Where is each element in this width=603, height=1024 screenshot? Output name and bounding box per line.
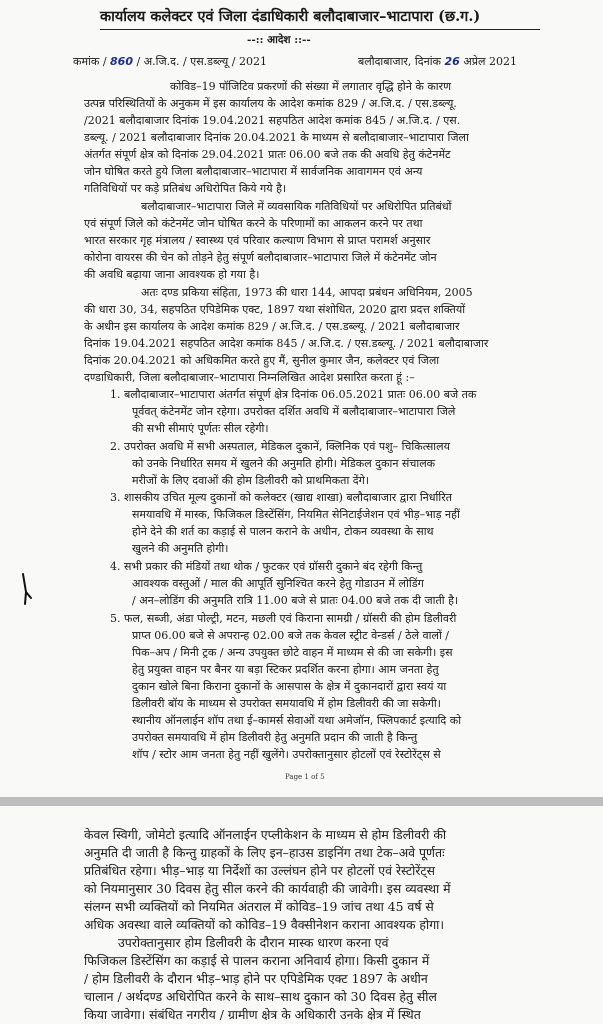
ref-prefix: कमांक / [73,55,107,68]
body-line: प्रतिबंधित रहेगा। भीड़–भाड़ या निर्देशों का उल्लंघन होने पर होटलों एवं रेस्टोरेंट्स [84,863,436,878]
list-item-line: शॉप / स्टोर आम जनता हेतु नहीं खुलेंगे। उपरोक्तानुसार होटलों एवं रेस्टोरेंट्स से [132,748,441,761]
list-item-line: / अन–लोडिंग की अनुमति रात्रि 11.00 बजे से प्रातः 04.00 बजे तक दी जाती है। [132,594,459,607]
list-item-line: 3. शासकीय उचित मूल्य दुकानों को कलेक्टर (खाद्य शाखा) बलौदाबाजार द्वारा निर्धारित [110,491,453,504]
list-item-line: होने देने की शर्त का कड़ाई से पालन कराने के अधीन, टोकन व्यवस्था के साथ [132,525,434,538]
list-item-line: को उनके निर्धारित समय में खुलने की अनुमति होगी। मेडिकल दुकान संचालक [132,457,436,470]
body-line: बलौदाबाजार–भाटापारा जिले में व्यवसायिक गतिविधियों पर अधिरोपित प्रतिबंधों [141,200,452,213]
list-item-line: 4. सभी प्रकार की मंडियों तथा थोक / फुटकर एवं ग्रॉसरी दुकाने बंद रहेगी किन्तु [110,560,423,573]
list-item-line: समयावधि में मास्क, फिजिकल डिस्टेंसिंग, नियमित सेनिटाईजेशन एवं भीड़–भाड़ नहीं [132,508,460,521]
body-line: की धारा 30, 34, सहपठित एपिडेमिक एक्ट, 1897 यथा संशोधित, 2020 द्वारा प्रदत्त शक्तियों [84,303,466,316]
date-suffix: अप्रेल 2021 [463,55,517,68]
list-item-line: डिलीवरी बॉय के माध्यम से उपरोक्त समयावधि में होम डिलीवरी की जा सकेगी। [132,697,441,710]
order-date [358,56,517,68]
body-line: दण्डाधिकारी, जिला बलौदाबाजार–भाटापारा निम्नलिखित आदेश प्रसारित करता हूं :– [84,371,415,384]
body-line: अतः दण्ड प्रकिया संहिता, 1973 की धारा 144, आपदा प्रबंधन अधिनियम, 2005 [141,286,473,299]
body-line: उपरोक्तानुसार होम डिलीवरी के दौरान मास्क धारण करना एवं [118,935,389,950]
list-item-line: 1. बलौदाबाजार–भाटापारा अंतर्गत संपूर्ण क्षेत्र दिनांक 06.05.2021 प्रातः 06.00 बजे तक [110,388,477,401]
body-line: संलग्न सभी व्यक्तियों को नियमित अंतराल में कोविड–19 जांच तथा 45 वर्ष से [84,899,434,914]
ref-number-handwritten: 860 [110,55,133,68]
body-line: कोविड–19 पॉजिटिव प्रकरणों की संख्या में लगातार वृद्धि होने के कारण [170,80,452,93]
body-line: के अधीन इस कार्यालय के आदेश कमांक 829 / अ.जि.द. / एस.डब्ल्यू. / 2021 बलौदाबाजार [84,320,460,333]
office-heading: कार्यालय कलेक्टर एवं जिला दंडाधिकारी बलौदाबाजार–भाटापारा (छ.ग.) [100,8,481,25]
list-item-line: मरीजों के लिए दवाओं की होम डिलीवरी को प्राथमिकता देंगे। [132,474,369,487]
body-line: फिजिकल डिस्टेंसिंग का कड़ाई से पालन कराना अनिवार्य होगा। किसी दुकान में [84,953,430,968]
date-prefix: बलौदाबाजार, दिनांक [358,55,442,68]
page-number: Page 1 of 5 [285,773,325,781]
list-item-line: प्राप्त 06.00 बजे से अपरान्ह 02.00 बजे तक केवल स्ट्रीट वेन्डर्स / ठेले वालों / [132,629,450,642]
list-item-line: खुलने की अनुमति होगी। [132,542,229,555]
body-line: किया जावेगा। संबंधित नगरीय / ग्रामीण क्षेत्र के अधिकारी उनके क्षेत्र में स्थित [84,1007,421,1022]
ref-suffix: / अ.जि.द. / एस.डब्ल्यू / 2021 [136,55,267,68]
list-item-line: दुकान खोले बिना किराना दुकानों के आसपास के क्षेत्र में दुकानदारों द्वारा स्वयं या [132,680,447,693]
list-item-line: उपरोक्त समयावधि में होम डिलीवरी हेतु अनुमति प्रदान की जाती है किन्तु [132,731,418,744]
reference-number [73,56,267,68]
body-line: जोन घोषित करते हुये जिला बलौदाबाजार–भाटापारा में सार्वजनिक आवागमन एवं अन्य [84,165,423,178]
date-day-handwritten: 26 [444,55,460,68]
document-page-2 [0,806,603,1024]
list-item-line: आवश्यक वस्तुओं / माल की आपूर्ति सुनिश्चित करने हेतु गोडाउन में लोडिंग [132,577,424,590]
body-line: अंतर्गत संपूर्ण क्षेत्र को दिनांक 29.04.2021 प्रातः 06.00 बजे तक की अवधि हेतु कंटेनमेंट [84,148,451,161]
body-line: चालान / अर्थदण्ड अधिरोपित करने के साथ–साथ दुकान को 30 दिवस हेतु सील [84,989,437,1004]
list-item-line: हेतु प्रयुक्त वाहन पर बैनर या बड़ा स्टिकर प्रदर्शित करना होगा। आम जनता हेतु [132,663,439,676]
body-line: केवल स्विगी, जोमेटो इत्यादि ऑनलाईन एप्लीकेशन के माध्यम से होम डिलीवरी की [84,827,447,842]
body-line: अनुमति दी जाती है किन्तु ग्राहकों के लिए इन–हाउस डाइनिंग तथा टेक–अवे पूर्णतः [84,845,445,860]
list-item-line: पूर्ववत् कंटेनमेंट जोन रहेगा। उपरोक्त दर्शित अवधि में बलौदाबाजार–भाटापारा जिले [132,405,456,418]
order-heading: --:: आदेश ::-- [247,34,311,46]
body-line: उत्पन्न परिस्थितियों के अनुकम में इस कार्यालय के आदेश कमांक 829 / अ.जि.द. / एस.डब्ल्यू. [84,97,457,110]
heading-underline [100,29,540,30]
list-item-line: पिक–अप / मिनी ट्रक / अन्य उपयुक्त छोटे वाहन में माध्यम से की जा सकेगी। इस [132,646,453,659]
list-item-line: 5. फल, सब्जी, अंडा पोल्ट्री, मटन, मछली एवं किराना सामग्री / ग्रॉसरी की होम डिलीवरी [110,612,457,625]
body-line: दिनांक 19.04.2021 सहपठित आदेश कमांक 845 / अ.जि.द. / एस.डब्ल्यू. / 2021 बलौदाबाजार [84,337,489,350]
body-line: /2021 बलौदाबाजार दिनांक 19.04.2021 सहपठित आदेश कमांक 845 / अ.जि.द. / एस. [84,114,461,127]
body-line: / होम डिलीवरी के दौरान भीड़–भाड़ होने पर एपिडेमिक एक्ट 1897 के अधीन [84,971,428,986]
handwritten-tick-mark [20,572,34,608]
body-line: की अवधि बढ़ाया जाना आवश्यक हो गया है। [84,268,260,281]
list-item-line: 2. उपरोक्त अवधि में सभी अस्पताल, मेडिकल दुकानें, क्लिनिक एवं पशु– चिकित्सालय [110,440,450,453]
body-line: भारत सरकार गृह मंत्रालय / स्वास्थ्य एवं परिवार कल्याण विभाग से प्राप्त परामर्श अनुसार [84,234,431,247]
body-line: दिनांक 20.04.2021 को अधिकमित करते हुए मैं, सुनील कुमार जैन, कलेक्टर एवं जिला [84,354,440,367]
body-line: गतिविधियों पर कड़े प्रतिबंध अधिरोपित किये गये है। [84,182,287,195]
body-line: कोरोना वायरस की चेन को तोड़ने हेतु संपूर्ण बलौदाबाजार–भाटापारा जिले में कंटेनमेंट जोन [84,251,437,264]
list-item-line: की सभी सीमाएं पूर्णतः सील रहेगी। [132,422,269,435]
body-line: अधिक अवस्था वाले व्यक्तियों को कोविड–19 वैक्सीनेशन कराना आवश्यक होगा। [84,917,445,932]
body-line: एवं संपूर्ण जिले को कंटेनमेंट जोन घोषित करने के परिणामों का आकलन करने पर तथा [84,217,423,230]
list-item-line: स्थानीय ऑनलाईन शॉप तथा ई–कामर्स सेवाओं यथा अमेजॉन, फ्लिपकार्ट इत्यादि को [132,714,462,727]
body-line: को नियमानुसार 30 दिवस हेतु सील करने की कार्यवाही की जावेगी। इस व्यवस्था में [84,881,451,896]
body-line: डब्ल्यू. / 2021 बलौदाबाजार दिनांक 20.04.2021 के माध्यम से बलौदाबाजार–भाटापारा जिला [84,131,469,144]
